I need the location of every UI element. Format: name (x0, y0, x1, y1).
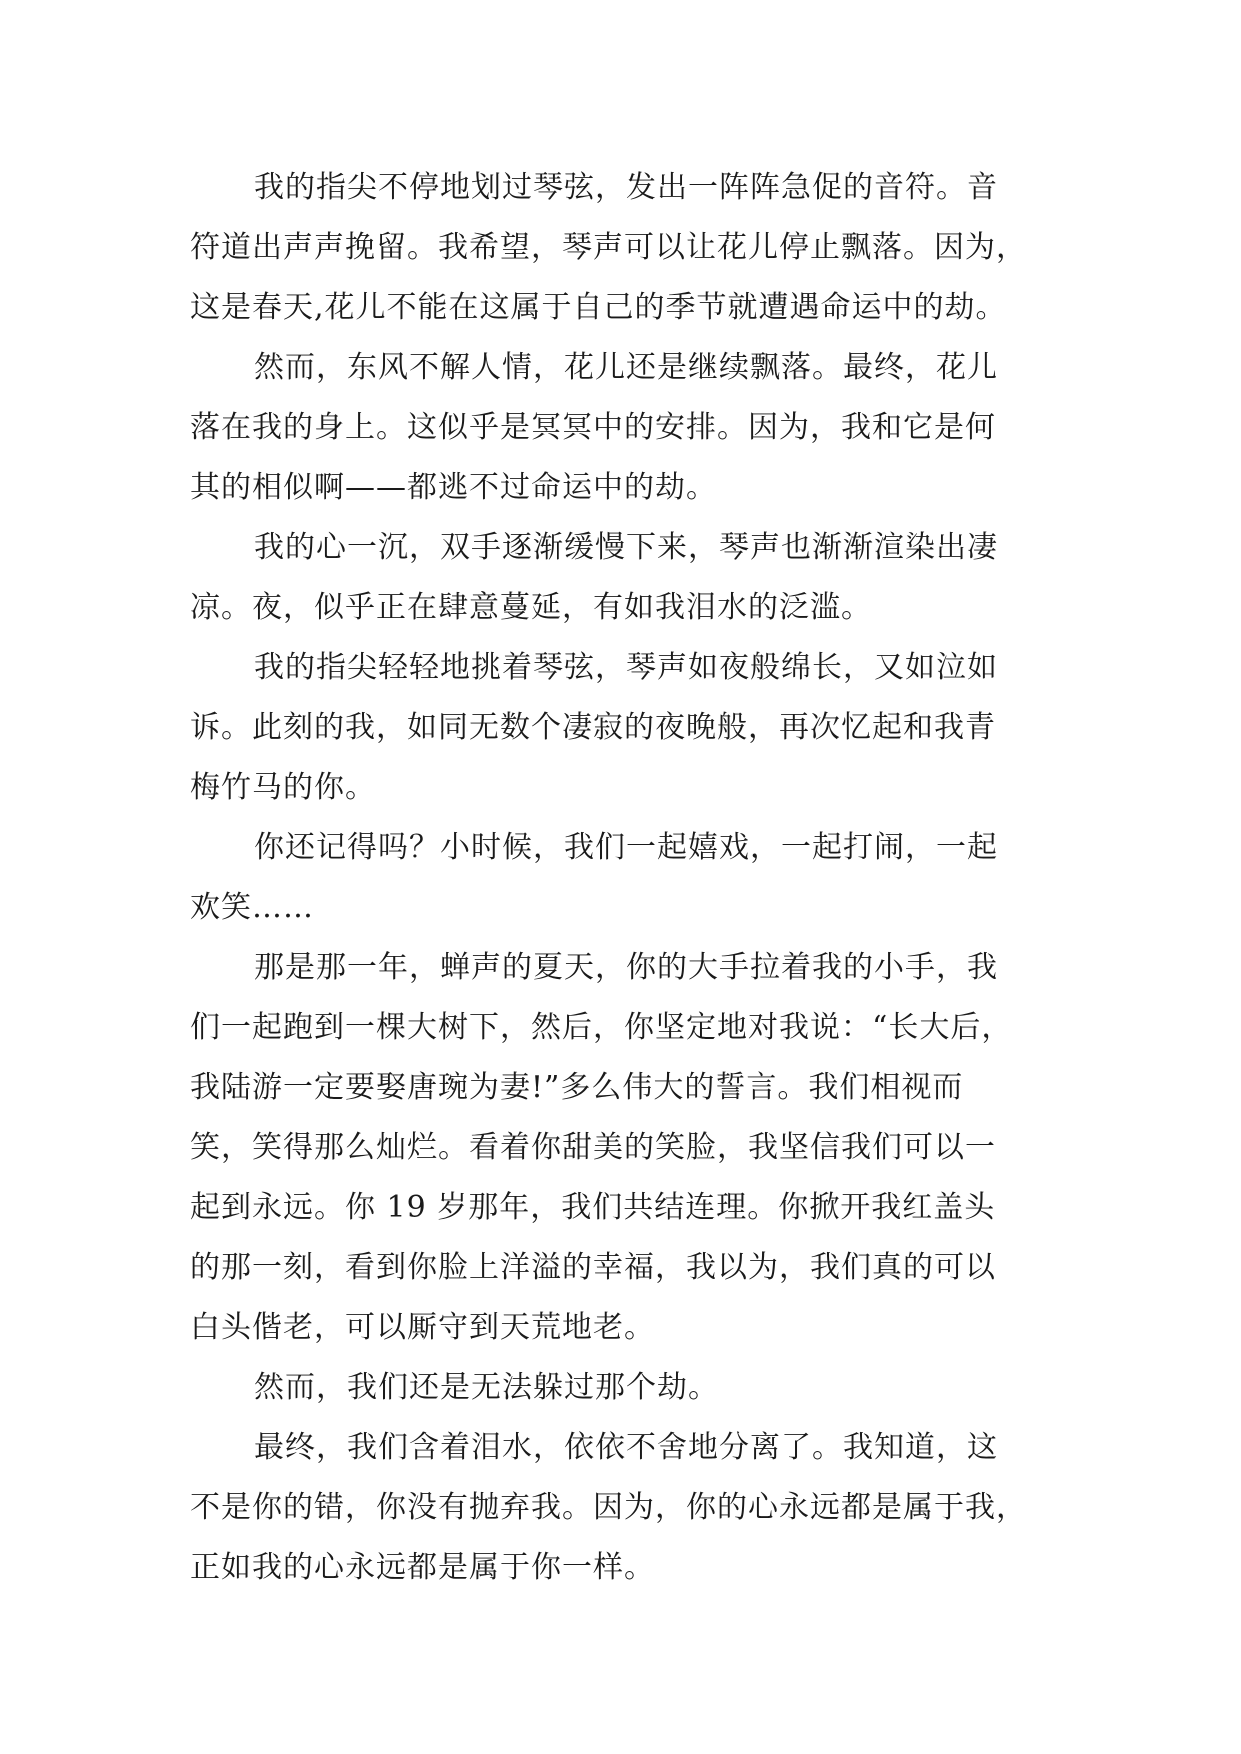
document-body (190, 158, 1090, 1598)
text-line: 那是那一年，蝉声的夏天，你的大手拉着我的小手，我 (254, 950, 998, 985)
text-line: 我的指尖不停地划过琴弦，发出一阵阵急促的音符。音 (254, 170, 998, 205)
text-line: 我的指尖轻轻地挑着琴弦，琴声如夜般绵长，又如泣如 (254, 650, 998, 685)
text-line: 起到永远。你 19 岁那年，我们共结连理。你掀开我红盖头 (190, 1190, 996, 1225)
text-line: 然而，我们还是无法躲过那个劫。 (254, 1370, 719, 1405)
text-line: 符道出声声挽留。我希望，琴声可以让花儿停止飘落。因为， (190, 230, 1027, 265)
text-line: 我的心一沉，双手逐渐缓慢下来，琴声也渐渐渲染出凄 (254, 530, 998, 565)
text-line: 然而，东风不解人情，花儿还是继续飘落。最终，花儿 (254, 350, 998, 385)
text-line: 落在我的身上。这似乎是冥冥中的安排。因为，我和它是何 (190, 410, 996, 445)
text-line: 白头偕老，可以厮守到天荒地老。 (190, 1310, 655, 1345)
text-line: 你还记得吗？小时候，我们一起嬉戏，一起打闹，一起 (254, 830, 998, 865)
text-line: 梅竹马的你。 (190, 770, 376, 805)
text-line: 凉。夜，似乎正在肆意蔓延，有如我泪水的泛滥。 (190, 590, 872, 625)
text-line: 笑，笑得那么灿烂。看着你甜美的笑脸，我坚信我们可以一 (190, 1130, 996, 1165)
text-line: 我陆游一定要娶唐琬为妻!”多么伟大的誓言。我们相视而 (190, 1070, 964, 1105)
text-line: 正如我的心永远都是属于你一样。 (190, 1550, 655, 1585)
text-line: 欢笑…… (190, 890, 314, 925)
text-line: 这是春天,花儿不能在这属于自己的季节就遭遇命运中的劫。 (190, 290, 1007, 325)
text-line: 不是你的错，你没有抛弃我。因为，你的心永远都是属于我， (190, 1490, 1027, 1525)
text-line: 的那一刻，看到你脸上洋溢的幸福，我以为，我们真的可以 (190, 1250, 996, 1285)
text-line: 最终，我们含着泪水，依依不舍地分离了。我知道，这 (254, 1430, 998, 1465)
text-line: 们一起跑到一棵大树下，然后，你坚定地对我说：“长大后， (190, 1010, 1013, 1045)
text-line: 诉。此刻的我，如同无数个凄寂的夜晚般，再次忆起和我青 (190, 710, 996, 745)
text-line: 其的相似啊——都逃不过命运中的劫。 (190, 470, 717, 505)
